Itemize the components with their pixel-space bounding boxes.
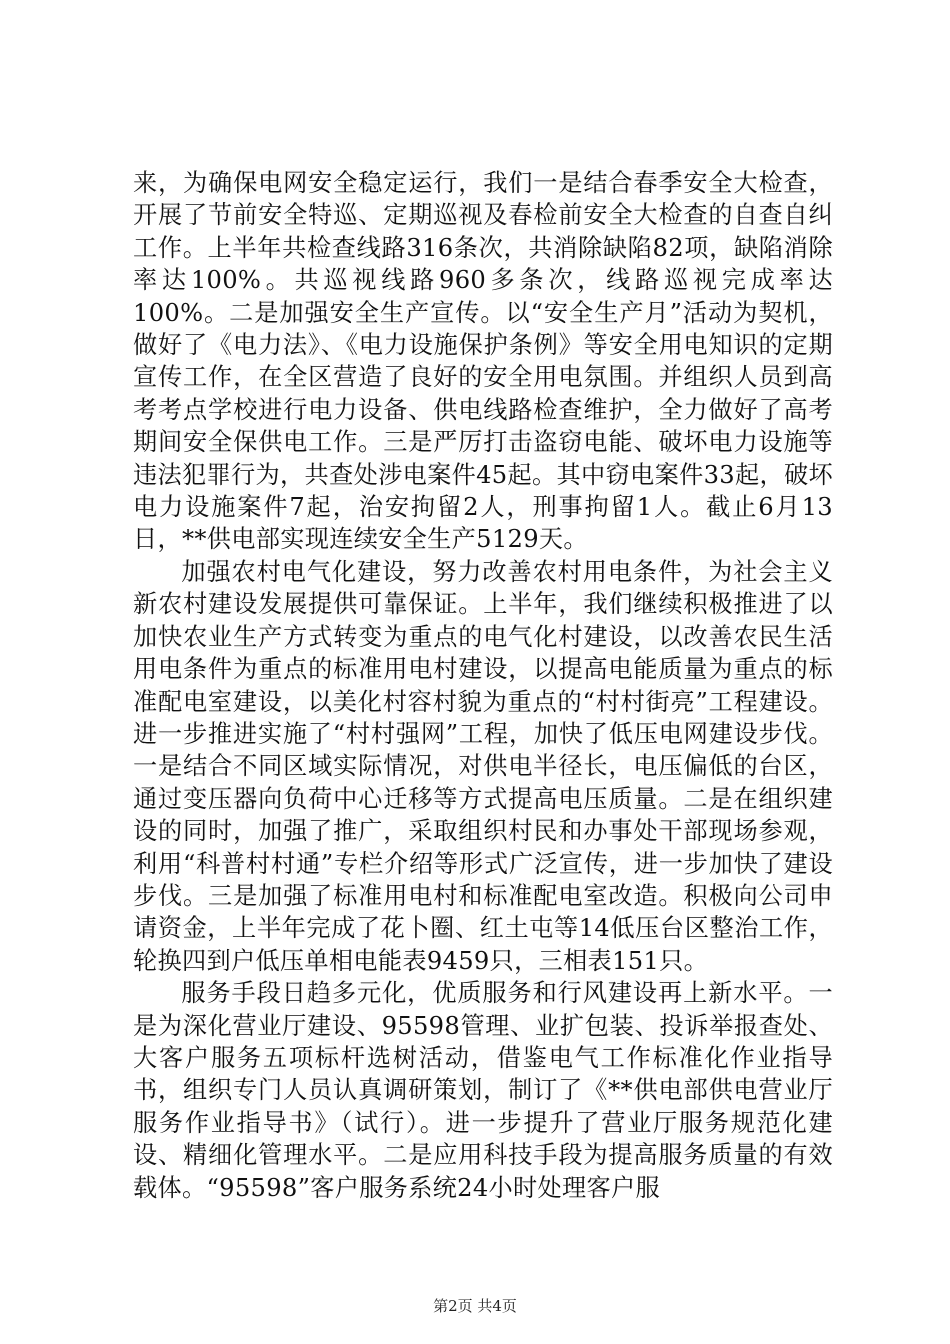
page-footer: 第2页 共4页 [433,1297,517,1315]
paragraph-service: 服务手段日趋多元化，优质服务和行风建设再上新水平。一是为深化营业厅建设、95598管理、业扩包装、投诉举报查处、大客户服务五项标杆选树活动，借鉴电气工作标准化作业指导书，组织专门人员认真调研策划，制订了《**供电部供电营业厅服务作业指导书》（试行）。进一步提升了营业厅服务规范化建设、精细化管理水平。二是应用科技手段为提高服务质量的有效载体。“95598”客户服务系统24小时处理客户服 [133,979,833,1202]
paragraph-continuation: 来，为确保电网安全稳定运行，我们一是结合春季安全大检查，开展了节前安全特巡、定期巡视及春检前安全大检查的自查自纠工作。上半年共检查线路316条次，共消除缺陷82项，缺陷消除率达100%。共巡视线路960多条次，线路巡视完成率达100%。二是加强安全生产宣传。以“安全生产月”活动为契机，做好了《电力法》、《电力设施保护条例》等安全用电知识的定期宣传工作，在全区营造了良好的安全用电氛围。并组织人员到高考考点学校进行电力设备、供电线路检查维护，全力做好了高考期间安全保供电工作。三是严厉打击盗窃电能、破坏电力设施等违法犯罪行为，共查处涉电案件45起。其中窃电案件33起，破坏电力设施案件7起，治安拘留2人，刑事拘留1人。截止6月13日，**供电部实现连续安全生产5129天。 [133,169,833,554]
paragraph-rural-electrification: 加强农村电气化建设，努力改善农村用电条件，为社会主义新农村建设发展提供可靠保证。上半年，我们继续积极推进了以加快农业生产方式转变为重点的电气化村建设，以改善农民生活用电条件为重点的标准用电村建设，以提高电能质量为重点的标准配电室建设，以美化村容村貌为重点的“村村街亮”工程建设。进一步推进实施了“村村强网”工程，加快了低压电网建设步伐。一是结合不同区域实际情况，对供电半径长，电压偏低的台区，通过变压器向负荷中心迁移等方式提高电压质量。二是在组织建设的同时，加强了推广，采取组织村民和办事处干部现场参观，利用“科普村村通”专栏介绍等形式广泛宣传，进一步加快了建设步伐。三是加强了标准用电村和标准配电室改造。积极向公司申请资金，上半年完成了花卜圈、红土屯等14低压台区整治工作，轮换四到户低压单相电能表9459只，三相表151只。 [133,557,833,975]
document-body [133,167,833,1204]
